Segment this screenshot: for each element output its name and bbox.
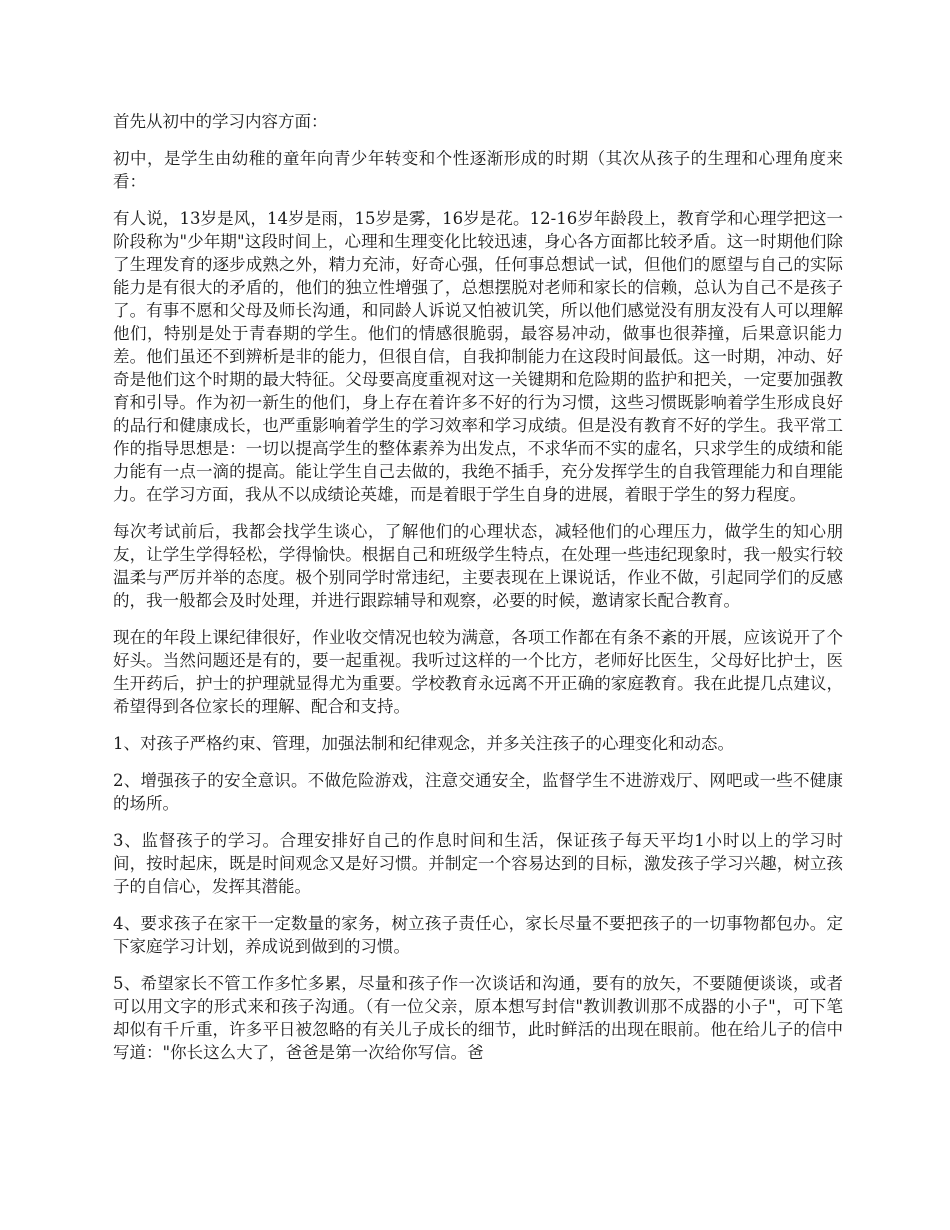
paragraph-stage: 初中，是学生由幼稚的童年向青少年转变和个性逐渐形成的时期（其次从孩子的生理和心理角度来看：: [113, 149, 843, 191]
suggestion-item-2: 2、增强孩子的安全意识。不做危险游戏，注意交通安全，监督学生不进游戏厅、网吧或一些不健康的场所。: [113, 771, 843, 813]
paragraph-adolescence: 有人说，13岁是风，14岁是雨，15岁是雾，16岁是花。12-16岁年龄段上，教育学和心理学把这一阶段称为"少年期"这段时间上，心理和生理变化比较迅速，身心各方面都比较矛盾。这一时期他们除了生理发育的逐步成熟之外，精力充沛，好奇心强，任何事总想试一试，但他们的愿望与自己的实际能力是有很大的矛盾的，他们的独立性增强了，总想摆脱对老师和家长的信赖，总认为自己不是孩子了。有事不愿和父母及师长沟通，和同龄人诉说又怕被讥笑，所以他们感觉没有朋友没有人可以理解他们，特别是处于青春期的学生。他们的情感很脆弱，最容易冲动，做事也很莽撞，后果意识能力差。他们虽还不到辨析是非的能力，但很自信，自我抑制能力在这段时间最低。这一时期，冲动、好奇是他们这个时期的最大特征。父母要高度重视对这一关键期和危险期的监护和把关，一定要加强教育和引导。作为初一新生的他们，身上存在着许多不好的行为习惯，这些习惯既影响着学生形成良好的品行和健康成长，也严重影响着学生的学习效率和学习成绩。但是没有教育不好的学生。我平常工作的指导思想是：一切以提高学生的整体素养为出发点，不求华而不实的虚名，只求学生的成绩和能力能有一点一滴的提高。能让学生自己去做的，我绝不插手，充分发挥学生的自我管理能力和自理能力。在学习方面，我从不以成绩论英雄，而是着眼于学生自身的进展，着眼于学生的努力程度。: [113, 209, 843, 504]
paragraph-current-status: 现在的年段上课纪律很好，作业收交情况也较为满意，各项工作都在有条不紊的开展，应该说开了个好头。当然问题还是有的，要一起重视。我听过这样的一个比方，老师好比医生，父母好比护士，医生开药后，护士的护理就显得尤为重要。学校教育永远离不开正确的家庭教育。我在此提几点建议，希望得到各位家长的理解、配合和支持。: [113, 628, 843, 716]
suggestion-item-1: 1、对孩子严格约束、管理，加强法制和纪律观念，并多关注孩子的心理变化和动态。: [113, 734, 734, 753]
document-body: [113, 110, 843, 1078]
suggestion-item-3: 3、监督孩子的学习。合理安排好自己的作息时间和生活，保证孩子每天平均1小时以上的学习时间，按时起床，既是时间观念又是好习惯。并制定一个容易达到的目标，激发孩子学习兴趣，树立孩子的自信心，发挥其潜能。: [113, 831, 843, 896]
suggestion-item-5: 5、希望家长不管工作多忙多累，尽量和孩子作一次谈话和沟通，要有的放矢，不要随便谈谈，或者可以用文字的形式来和孩子沟通。（有一位父亲，原本想写封信"教训教训那不成器的小子"，可下笔却似有千斤重，许多平日被忽略的有关儿子成长的细节，此时鲜活的出现在眼前。他在给儿子的信中写道："你长这么大了，爸爸是第一次给你写信。爸: [113, 974, 843, 1062]
paragraph-exams: 每次考试前后，我都会找学生谈心，了解他们的心理状态，减轻他们的心理压力，做学生的知心朋友，让学生学得轻松，学得愉快。根据自己和班级学生特点，在处理一些违纪现象时，我一般实行较温柔与严厉并举的态度。极个别同学时常违纪，主要表现在上课说话，作业不做，引起同学们的反感的，我一般都会及时处理，并进行跟踪辅导和观察，必要的时候，邀请家长配合教育。: [113, 522, 843, 610]
paragraph-intro: 首先从初中的学习内容方面：: [113, 112, 328, 131]
suggestion-item-4: 4、要求孩子在家干一定数量的家务，树立孩子责任心，家长尽量不要把孩子的一切事物都包办。定下家庭学习计划，养成说到做到的习惯。: [113, 914, 843, 956]
